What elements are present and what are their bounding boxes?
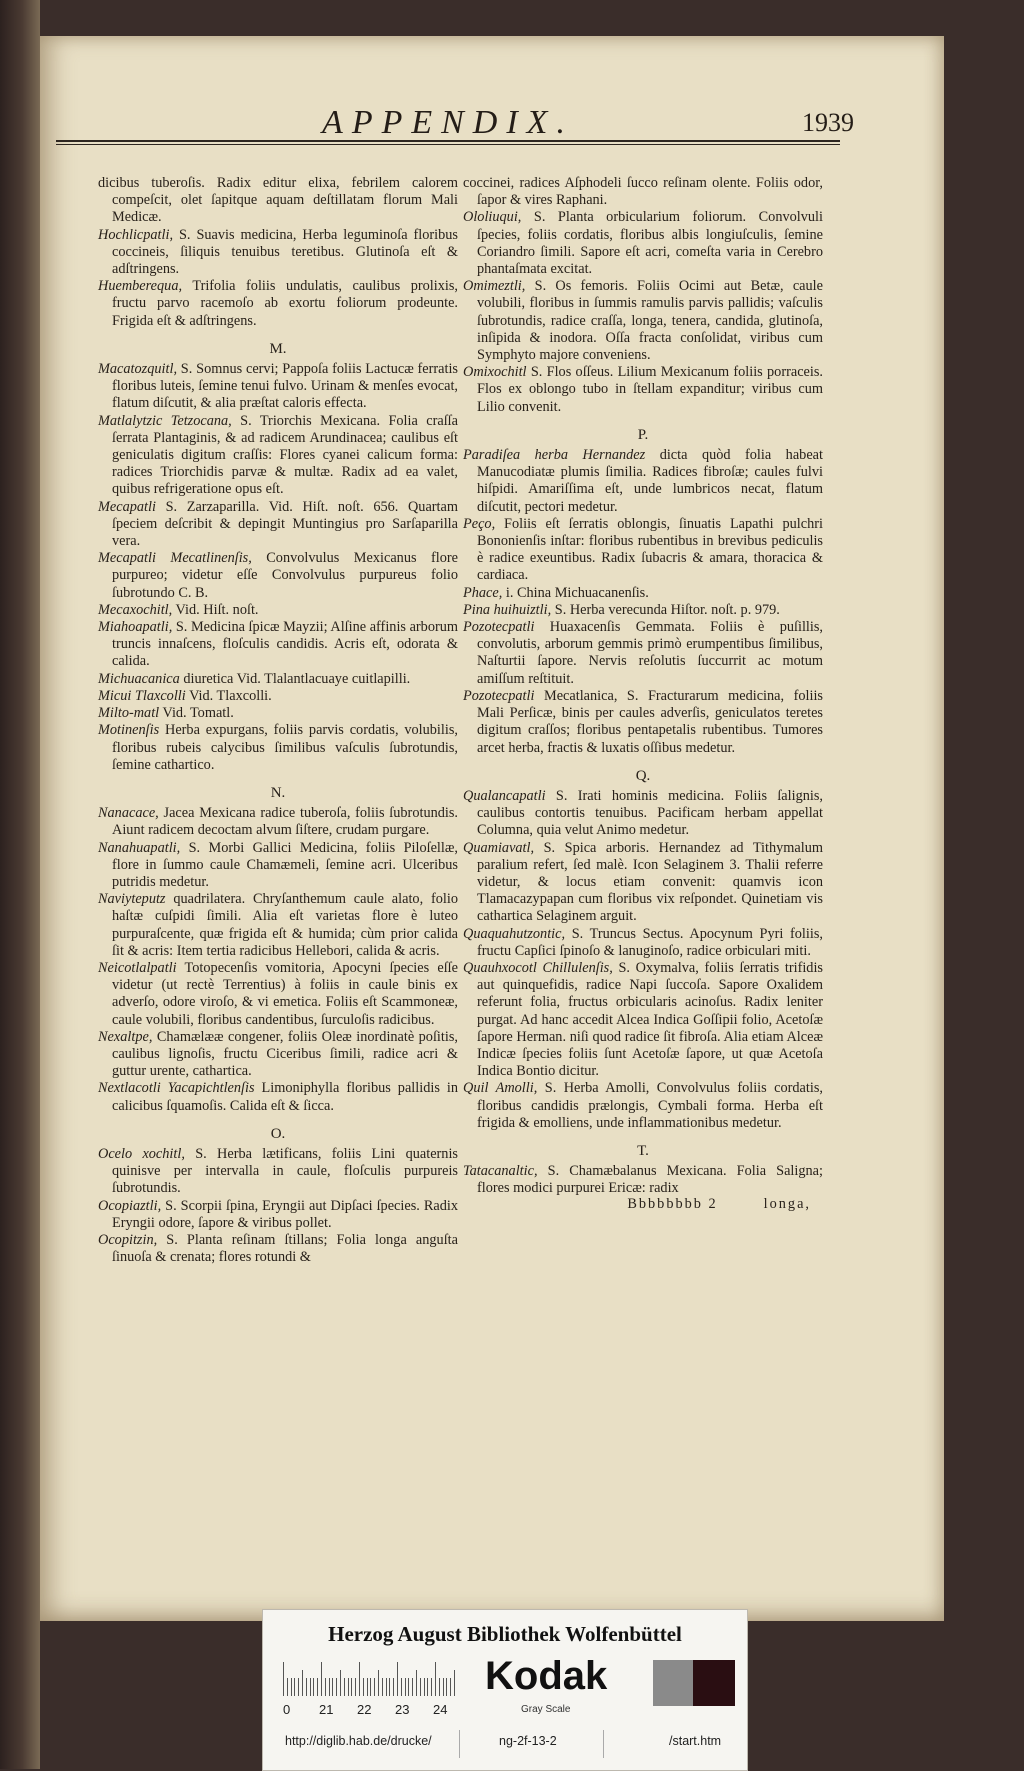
gray-scale-label: Gray Scale: [521, 1704, 571, 1715]
entry-headword: Mecapatli: [98, 498, 156, 515]
ruler-tick: [313, 1678, 314, 1696]
dictionary-entry: [98, 1146, 458, 1198]
ruler-tick: [344, 1678, 345, 1696]
entry-headword: Hochlicpatli,: [98, 226, 174, 243]
entry-text: dicta quòd folia habeat Manucodiatæ plumis ſimilia. Radices fibroſæ; caules fulvi hiſpidi. Amariſſima eſt, unde lumbricos necat, flatum diſcutit, pectori medetur.: [477, 447, 823, 515]
running-title: APPENDIX.: [322, 104, 574, 141]
ruler-tick: [294, 1678, 295, 1696]
entry-headword: Nexaltpe,: [98, 1028, 153, 1045]
entry-headword: Milto-matl: [98, 705, 160, 722]
ruler-tick: [435, 1662, 436, 1696]
entry-headword: Quil Amolli,: [463, 1080, 538, 1097]
entry-text: Vid. Tomatl.: [159, 705, 234, 722]
ruler-tick: [397, 1662, 398, 1696]
ruler-tick: [386, 1678, 387, 1696]
ruler-label: 0: [283, 1702, 291, 1717]
entry-headword: Omimeztli,: [463, 278, 526, 295]
ruler-tick: [332, 1678, 333, 1696]
entry-text: S. Herba Amolli, Convolvulus foliis cordatis, floribus candidis prælongis, Cymbali forma. Herba eſt frigida & emolliens, unde inflammationibus medetur.: [477, 1080, 823, 1131]
dictionary-entry: [463, 1163, 823, 1197]
entry-headword: Naviyteputz: [98, 891, 166, 908]
dictionary-entry: [98, 1080, 458, 1114]
ruler-tick: [408, 1678, 409, 1696]
entry-text: dicibus tuberoſis. Radix editur elixa, febrilem calorem compeſcit, olet ſapitque aquam deſtillatam florum Mali Medicæ.: [98, 175, 458, 226]
section-letter: O.: [270, 1125, 286, 1142]
entry-text: Foliis eſt ſerratis oblongis, ſinuatis Lapathi pulchri Bononienſis inſtar: floribus rubentibus in brevibus pediculis è radice exeuntibus. Radix ſubacris & amara, thoracica & cardiaca.: [477, 515, 823, 584]
ruler-tick: [370, 1678, 371, 1696]
ruler-tick: [302, 1670, 303, 1696]
dark-patch: [693, 1660, 735, 1706]
entry-headword: Pozotecpatli: [463, 687, 535, 704]
dictionary-entry: [463, 209, 823, 278]
ruler-tick: [363, 1678, 364, 1696]
entry-text: Chamælææ congener, foliis Oleæ inordinatè poſitis, caulibus lignoſis, fructu Ciceribus ſimili, radice acri & guttur urente, cathartica.: [112, 1028, 458, 1080]
dictionary-entry: [463, 788, 823, 840]
entry-text: S. Herba verecunda Hiſtor. noſt. p. 979.: [551, 601, 780, 618]
ruler-tick: [351, 1678, 352, 1696]
dictionary-entry: [463, 516, 823, 585]
section-letter: Q.: [635, 767, 651, 784]
dictionary-entry: [463, 602, 823, 619]
entry-text: Vid. Tlaxcolli.: [185, 687, 272, 704]
dictionary-entry: [463, 447, 823, 516]
dictionary-entry: [98, 891, 458, 960]
dictionary-entry: [98, 805, 458, 839]
ruler-tick: [389, 1678, 390, 1696]
dictionary-entry: [98, 550, 458, 602]
dictionary-entry: [463, 688, 823, 757]
dictionary-entry: [98, 413, 458, 499]
ruler-tick: [291, 1678, 292, 1696]
entry-text: S. Flos oſſeus. Lilium Mexicanum foliis porraceis. Flos ex oblongo tubo in ſtellam expanditur; viribus cum Lilio convenit.: [477, 364, 823, 415]
signature-mark: [463, 1196, 823, 1213]
entry-text: S. Os femoris. Foliis Ocimi aut Betæ, caule volubili, floribus in ſummis ramulis parvis pallidis; vaſculis ſubrotundis, radice craſſa, longa, tenera, candida, glutinoſa, inſipida & inodora. Oſſa fracta conſolidat, viribus cum Symphyto majore conveniens.: [477, 278, 823, 364]
entry-headword: Motinenſis: [98, 722, 160, 739]
ruler-tick: [427, 1678, 428, 1696]
entry-headword: Nextlacotli Yacapichtlenſis: [98, 1080, 255, 1097]
entry-headword: Qualancapatli: [463, 787, 546, 804]
scan-target-card: [262, 1609, 748, 1771]
ruler-tick: [287, 1678, 288, 1696]
section-letter: P.: [637, 426, 649, 443]
shelfmark: ng-2f-13-2: [499, 1734, 557, 1748]
ruler-tick: [378, 1670, 379, 1696]
dictionary-entry: [98, 1232, 458, 1266]
entry-text: coccinei, radices Aſphodeli ſucco reſinam olente. Foliis odor, ſapor & vires Raphani.: [463, 175, 823, 209]
entry-text: S. Oxymalva, foliis ſerratis trifidis aut quinquefidis, radice Napi ſuccoſa. Sapore Oxalidem referunt folia, fructus orbicularis acinoſus. Radix leniter purgat. Ad hanc accedit Alcea Indica Goſſipii folio, Acetoſæ ſapore Herman. niſi quod radice ſit fibroſa. Alia etiam Alceæ Indicæ ſpecies foliis ſunt Acetoſæ ſapore, ut quæ Acetoſa Indica Bontio dicitur.: [477, 959, 823, 1080]
entry-text: diuretica Vid. Tlalantlacuaye cuitlapilli.: [179, 670, 411, 687]
ruler-tick: [446, 1678, 447, 1696]
ruler-tick: [348, 1678, 349, 1696]
right-column: [463, 175, 823, 1213]
entry-text: S. Truncus Sectus. Apocynum Pyri foliis, fructu Capſici ſpinoſo & lanuginoſo, radice orbiculari miti.: [477, 925, 823, 959]
dictionary-entry: [98, 227, 458, 279]
ruler-tick: [355, 1678, 356, 1696]
entry-text: S. Suavis medicina, Herba leguminoſa floribus coccineis, ſiliquis tenuibus teretibus. Glutinoſa eſt & adſtringens.: [112, 226, 458, 278]
ruler-tick: [317, 1678, 318, 1696]
entry-headword: Miahoapatli,: [98, 619, 173, 636]
ruler-tick: [439, 1678, 440, 1696]
ruler-tick: [393, 1678, 394, 1696]
ruler-tick: [416, 1670, 417, 1696]
entry-text: Totopecenſis vomitoria, Apocyni ſpecies eſſe videtur (ut rectè Terrentius) à foliis in caule binis ex adverſo, odore viroſo, & vi emetica. Foliis eſt Scammoneæ, caule volubili, floribus candentibus, ſurculoſis radicibus.: [112, 959, 458, 1028]
library-name: Herzog August Bibliothek Wolfenbüttel: [328, 1622, 682, 1646]
entry-headword: Pozotecpatli: [463, 619, 535, 636]
entry-text: i. China Michuacanenſis.: [502, 584, 649, 601]
header-rule: [56, 140, 840, 142]
entry-headword: Michuacanica: [98, 670, 180, 687]
dictionary-entry: [98, 175, 458, 227]
entry-headword: Omixochitl: [463, 364, 527, 381]
entry-headword: Mecapatli Mecatlinenſis,: [98, 550, 252, 567]
gray-patch: [653, 1660, 693, 1706]
dictionary-entry: [98, 705, 458, 722]
ruler-tick: [401, 1678, 402, 1696]
book-spine: [0, 0, 40, 1769]
digital-library-url: http://diglib.hab.de/drucke/: [285, 1734, 432, 1748]
ruler-tick: [443, 1678, 444, 1696]
entry-headword: Ocopitzin,: [98, 1231, 158, 1248]
dictionary-entry: [463, 278, 823, 364]
entry-headword: Ocelo xochitl,: [98, 1145, 185, 1162]
entry-text: S. Chamæbalanus Mexicana. Folia Saligna; flores modici purpurei Ericæ: radix: [477, 1163, 823, 1197]
entry-text: Herba expurgans, foliis parvis cordatis, volubilis, floribus rubeis calycibus ſimilibus vaſculis ſubrotundis, ſemine cathartico.: [112, 722, 458, 773]
dictionary-entry: [98, 688, 458, 705]
entry-headword: Huemberequa,: [98, 278, 183, 295]
page-header: [56, 104, 854, 156]
ruler-tick: [325, 1678, 326, 1696]
entry-text: S. Scorpii ſpina, Eryngii aut Dipſaci ſpecies. Radix Eryngii odore, ſapore & viribus pollet.: [112, 1197, 458, 1231]
entry-text: S. Irati hominis medicina. Foliis ſalignis, caulibus contortis tenuibus. Pacificam herbam appellat Columna, quia velut Animo medetur.: [477, 787, 823, 839]
ruler-label: 23: [395, 1702, 410, 1717]
ruler-tick: [298, 1678, 299, 1696]
divider: [603, 1730, 604, 1758]
dictionary-entry: [463, 926, 823, 960]
entry-text: S. Planta orbicularium foliorum. Convolvuli ſpecies, foliis cordatis, floribus albis longiuſculis, ſemine Coriandro ſimili. Sapore eſt acri, comeſta varia in Cerebro phantaſmata excitat.: [477, 209, 823, 278]
dictionary-entry: [98, 602, 458, 619]
entry-text: S. Medicina ſpicæ Mayzii; Alſine affinis arborum truncis innaſcens, floſculis candidis. Acris eſt, odorata & calida.: [112, 619, 458, 670]
entry-text: Mecatlanica, S. Fracturarum medicina, foliis Mali Perſicæ, binis per caules adverſis, geniculatos teretes digitum craſſos; floribus pentapetalis rubentibus. Tumores arcet herba, fractis & luxatis oſſibus medetur.: [477, 687, 823, 756]
catchword: longa,: [763, 1195, 811, 1212]
ruler-tick: [336, 1678, 337, 1696]
start-link: /start.htm: [669, 1734, 722, 1748]
section-letter: N.: [270, 784, 286, 801]
dictionary-entry: [98, 278, 458, 330]
entry-text: S. Planta reſinam ſtillans; Folia longa anguſta ſinuoſa & crenata; flores rotundi &: [112, 1231, 458, 1266]
dictionary-entry: [463, 175, 823, 209]
ruler-tick: [450, 1678, 451, 1696]
entry-text: Limoniphylla floribus pallidis in calicibus ſquamoſis. Calida eſt & ſicca.: [112, 1080, 458, 1114]
entry-text: S. Triorchis Mexicana. Folia craſſa ſerrata Plantaginis, & ad radicem Arundinacea; caulibus eſt geniculatis digitum craſſis: Flores cyanei calicum forma: radices Triorchidis parvæ & multæ. Radix ad ea valet, quibus refrigeratione opus eſt.: [112, 412, 458, 498]
dictionary-entry: [98, 619, 458, 671]
entry-headword: Quauhxocotl Chillulenſis,: [463, 959, 613, 976]
ruler-label: 22: [357, 1702, 372, 1717]
entry-headword: Pina huihuiztli,: [463, 601, 552, 618]
ruler-tick: [431, 1678, 432, 1696]
entry-headword: Tatacanaltic,: [463, 1163, 538, 1180]
divider: [459, 1730, 460, 1758]
entry-text: S. Herba lætificans, foliis Lini quaternis quinisve per intervalla in caule, floſculis purpureis ſubrotundis.: [112, 1145, 458, 1197]
dictionary-entry: [98, 1029, 458, 1081]
entry-text: Vid. Hiſt. noſt.: [172, 601, 259, 618]
entry-headword: Quaquahutzontic,: [463, 925, 566, 942]
ruler-tick: [329, 1678, 330, 1696]
dictionary-entry: [463, 840, 823, 926]
section-letter: T.: [637, 1142, 649, 1159]
entry-headword: Ocopiaztli,: [98, 1197, 162, 1214]
entry-text: S. Morbi Gallici Medicina, foliis Piloſellæ, flore in ſummo caule Chamæmeli, ſemine acri. Ulceribus putridis medetur.: [112, 839, 458, 890]
entry-text: Convolvulus Mexicanus flore purpureo; videtur eſſe Convolvulus purpureus folio ſubrotundo C. B.: [112, 550, 458, 601]
dictionary-entry: [98, 722, 458, 774]
page-number: 1939: [802, 108, 854, 137]
ruler-tick: [405, 1678, 406, 1696]
entry-text: S. Zarzaparilla. Vid. Hiſt. noſt. 656. Quartam ſpeciem deſcribit & depingit Muntingius pro Sarſaparilla vera.: [112, 498, 458, 550]
entry-headword: Quamiavatl,: [463, 839, 535, 856]
entry-headword: Ololiuqui,: [463, 209, 522, 226]
ruler-tick: [367, 1678, 368, 1696]
entry-text: Huaxacenſis Gemmata. Foliis è puſillis, convolutis, arborum gemmis primò erumpentibus ſimilibus, Naſturtii ſapore. Nervis reſolutis ſuccurrit ac motum amiſſum reſtituit.: [477, 619, 823, 687]
entry-text: Jacea Mexicana radice tuberoſa, foliis ſubrotundis. Aiunt radicem decoctam alvum ſiſtere, crudam purgare.: [112, 805, 458, 839]
dictionary-entry: [463, 1080, 823, 1132]
dictionary-entry: [98, 840, 458, 892]
dictionary-entry: [98, 671, 458, 688]
entry-headword: Matlalytzic Tetzocana,: [98, 412, 232, 429]
ruler-tick: [283, 1662, 284, 1696]
ruler-tick: [310, 1678, 311, 1696]
entry-text: S. Spica arboris. Hernandez ad Tithymalum paralium refert, ſed malè. Icon Selaginem 3. Thalii referre videtur, & locus etiam convenit: quamvis icon Tlamacazypapan cum floribus vix reſpondet. Quinetiam vis cathartica Selaginem arguit.: [477, 839, 823, 925]
dictionary-entry: [463, 585, 823, 602]
ruler-tick: [420, 1678, 421, 1696]
ruler-tick: [412, 1678, 413, 1696]
dictionary-entry: [463, 619, 823, 688]
ruler-tick: [321, 1662, 322, 1696]
ruler-tick: [454, 1670, 455, 1696]
header-rule-thin: [56, 144, 840, 145]
entry-headword: Neicotlalpatli: [98, 959, 177, 976]
entry-headword: Macatozquitl,: [98, 361, 178, 378]
scale-ruler: [283, 1660, 463, 1696]
kodak-logo: Kodak: [485, 1654, 608, 1698]
entry-text: Trifolia foliis undulatis, caulibus prolixis, fructu parvo racemoſo ab exortu foliorum prodeunte. Frigida eſt & adſtringens.: [112, 278, 458, 329]
ruler-tick: [424, 1678, 425, 1696]
ruler-label: 21: [319, 1702, 334, 1717]
entry-text: quadrilatera. Chryſanthemum caule alato, folio haſtæ cuſpidi ſimili. Alia eſt varietas flore è luteo purpuraſcente, quæ frigida eſt & humida; cùm prior calida ſit & acris: Item tertia radicibus Hellebori, calida & acris.: [112, 891, 458, 959]
dictionary-entry: [463, 960, 823, 1080]
dictionary-entry: [98, 960, 458, 1029]
left-column: [98, 175, 458, 1266]
dictionary-entry: [98, 361, 458, 413]
ruler-tick: [382, 1678, 383, 1696]
entry-headword: Paradiſea herba Hernandez: [463, 447, 646, 464]
section-letter: M.: [269, 340, 287, 357]
ruler-label: 24: [433, 1702, 448, 1717]
entry-headword: Nanahuapatli,: [98, 839, 181, 856]
ruler-tick: [340, 1670, 341, 1696]
dictionary-entry: [98, 1198, 458, 1232]
ruler-tick: [306, 1678, 307, 1696]
entry-headword: Nanacace,: [98, 805, 159, 822]
dictionary-entry: [98, 499, 458, 551]
ruler-tick: [359, 1662, 360, 1696]
dictionary-entry: [463, 364, 823, 416]
entry-headword: Mecaxochitl,: [98, 601, 173, 618]
entry-headword: Micui Tlaxcolli: [98, 687, 186, 704]
entry-headword: Phace,: [463, 584, 503, 601]
signature: Bbbbbbbb 2: [627, 1195, 718, 1212]
entry-text: S. Somnus cervi; Pappoſa foliis Lactucæ ferratis floribus luteis, ſemine tenui fulvo. Urinam & menſes evocat, flatum diſcutit, & alia præſtat caloris effecta.: [112, 361, 458, 412]
entry-headword: Peço,: [463, 515, 496, 532]
ruler-tick: [374, 1678, 375, 1696]
